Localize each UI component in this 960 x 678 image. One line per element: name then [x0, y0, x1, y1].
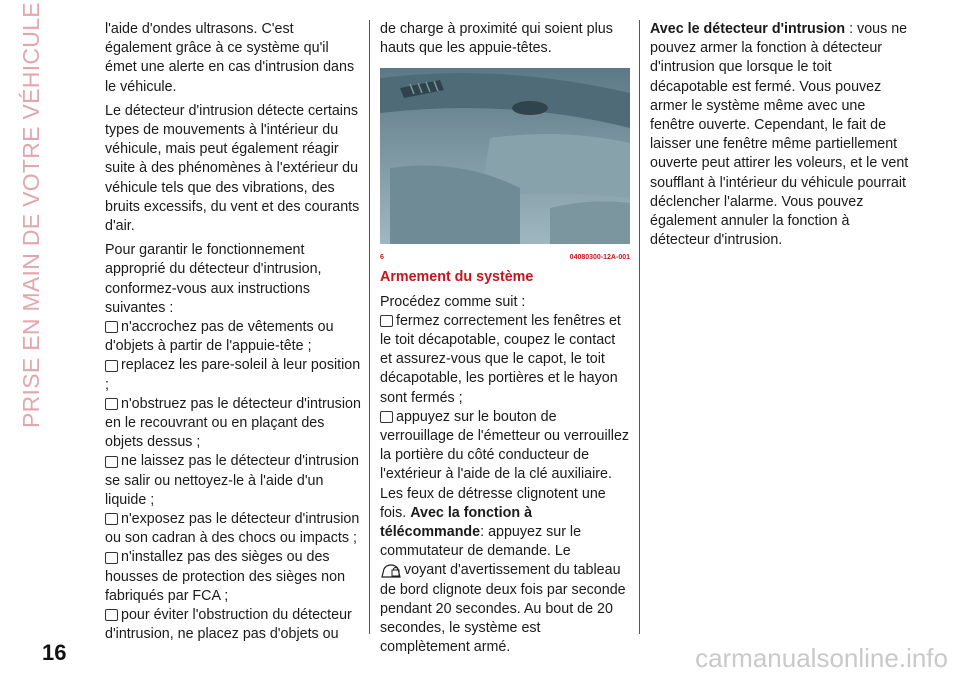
bullet-item: replacez les pare-soleil à leur position ;	[105, 357, 361, 393]
checkbox-bullet-icon	[105, 552, 118, 564]
column-divider-1	[369, 20, 370, 634]
paragraph: de charge à proximité qui soient plus hauts que les appuie-têtes.	[380, 21, 613, 57]
checkbox-bullet-icon	[105, 321, 118, 333]
paragraph: l'aide d'ondes ultrasons. C'est également grâce à ce système qu'il émet une alerte en cas d'intrusion dans le véhicule.	[105, 21, 355, 95]
bullet-item: n'exposez pas le détecteur d'intrusion ou son cadran à des chocs ou impacts ;	[105, 511, 360, 547]
checkbox-bullet-icon	[105, 609, 118, 621]
bullet-item: n'accrochez pas de vêtements ou d'objets à partir de l'appuie-tête ;	[105, 319, 334, 355]
paragraph: Procédez comme suit :	[380, 293, 526, 310]
bullet-item: n'installez pas des sièges ou des housses de protection des sièges non fabriqués par FCA ;	[105, 549, 346, 604]
figure-reference: 04080300-12A-001	[569, 254, 630, 262]
checkbox-bullet-icon	[105, 513, 118, 525]
watermark: carmanualsonline.info	[695, 643, 948, 673]
bullet-item: ne laissez pas le détecteur d'intrusion se salir ou nettoyez-le à l'aide d'un liquide ;	[105, 453, 359, 508]
bullet-item: pour éviter l'obstruction du détecteur d'intrusion, ne placez pas d'objets ou	[105, 607, 352, 643]
paragraph: Pour garantir le fonctionnement approprié du détecteur d'intrusion, conformez-vous aux instructions suivantes :	[105, 242, 322, 316]
column-3	[650, 20, 910, 255]
alarm-warning-lamp-icon	[380, 563, 402, 579]
bullet-item: fermez correctement les fenêtres et le toit décapotable, coupez le contact et assurez-vous que le capot, le toit décapotable, les portières et le hayon sont fermés ;	[380, 312, 621, 406]
page-number: 16	[42, 640, 67, 665]
column-divider-2	[639, 20, 640, 634]
figure-image	[380, 68, 630, 244]
checkbox-bullet-icon	[105, 398, 118, 410]
checkbox-bullet-icon	[380, 315, 393, 327]
checkbox-bullet-icon	[105, 456, 118, 468]
section-heading: Armement du système	[380, 269, 534, 286]
figure-caption	[380, 244, 630, 260]
bold-text: Avec le détecteur d'intrusion	[650, 21, 846, 37]
checkbox-bullet-icon	[105, 360, 118, 372]
bullet-item: n'obstruez pas le détecteur d'intrusion en le recouvrant ou en plaçant des objets dessus ;	[105, 395, 361, 451]
column-1	[105, 20, 363, 645]
interior-roof-illustration	[380, 68, 630, 244]
section-side-title	[18, 2, 78, 428]
column-2	[380, 20, 630, 657]
paragraph: Le détecteur d'intrusion détecte certains types de mouvements à l'intérieur du véhicule, mais peut également réagir suite à des phénomènes à l'extérieur du véhicule tels que des vibrations, des bruits excessifs, du vent et des courants d'air.	[105, 102, 360, 235]
figure-number: 6	[380, 254, 384, 262]
section-side-title-text: PRISE EN MAIN DE VOTRE VÉHICULE	[18, 2, 44, 428]
bullet-item: appuyez sur le bouton de verrouillage de l'émetteur ou verrouillez la portière du côté conducteur de l'extérieur à l'aide de la clé auxiliaire. Les feux de détresse clignotent une fois. Avec la fonction à télécommande: appuyez sur le commutateur de demande. Le voyant d'avertissement du tableau de bord clignote deux fois par seconde pendant 20 secondes. Au bout de 20 secondes, le système est complètement armé.	[380, 408, 630, 656]
checkbox-bullet-icon	[380, 411, 393, 423]
paragraph: Avec le détecteur d'intrusion : vous ne pouvez armer la fonction à détecteur d'intrusion que lorsque le toit décapotable est fermé. Vous pouvez armer le système même avec une fenêtre ouverte. Cependant, le fait de laisser une fenêtre même partiellement ouverte peut attirer les voleurs, et le vent soufflant à l'intérieur du véhicule pourrait déclencher l'alarme. Vous pouvez également annuler la fonction à détecteur d'intrusion.	[650, 21, 909, 249]
bold-text: Avec la fonction à télécommande	[380, 504, 533, 541]
